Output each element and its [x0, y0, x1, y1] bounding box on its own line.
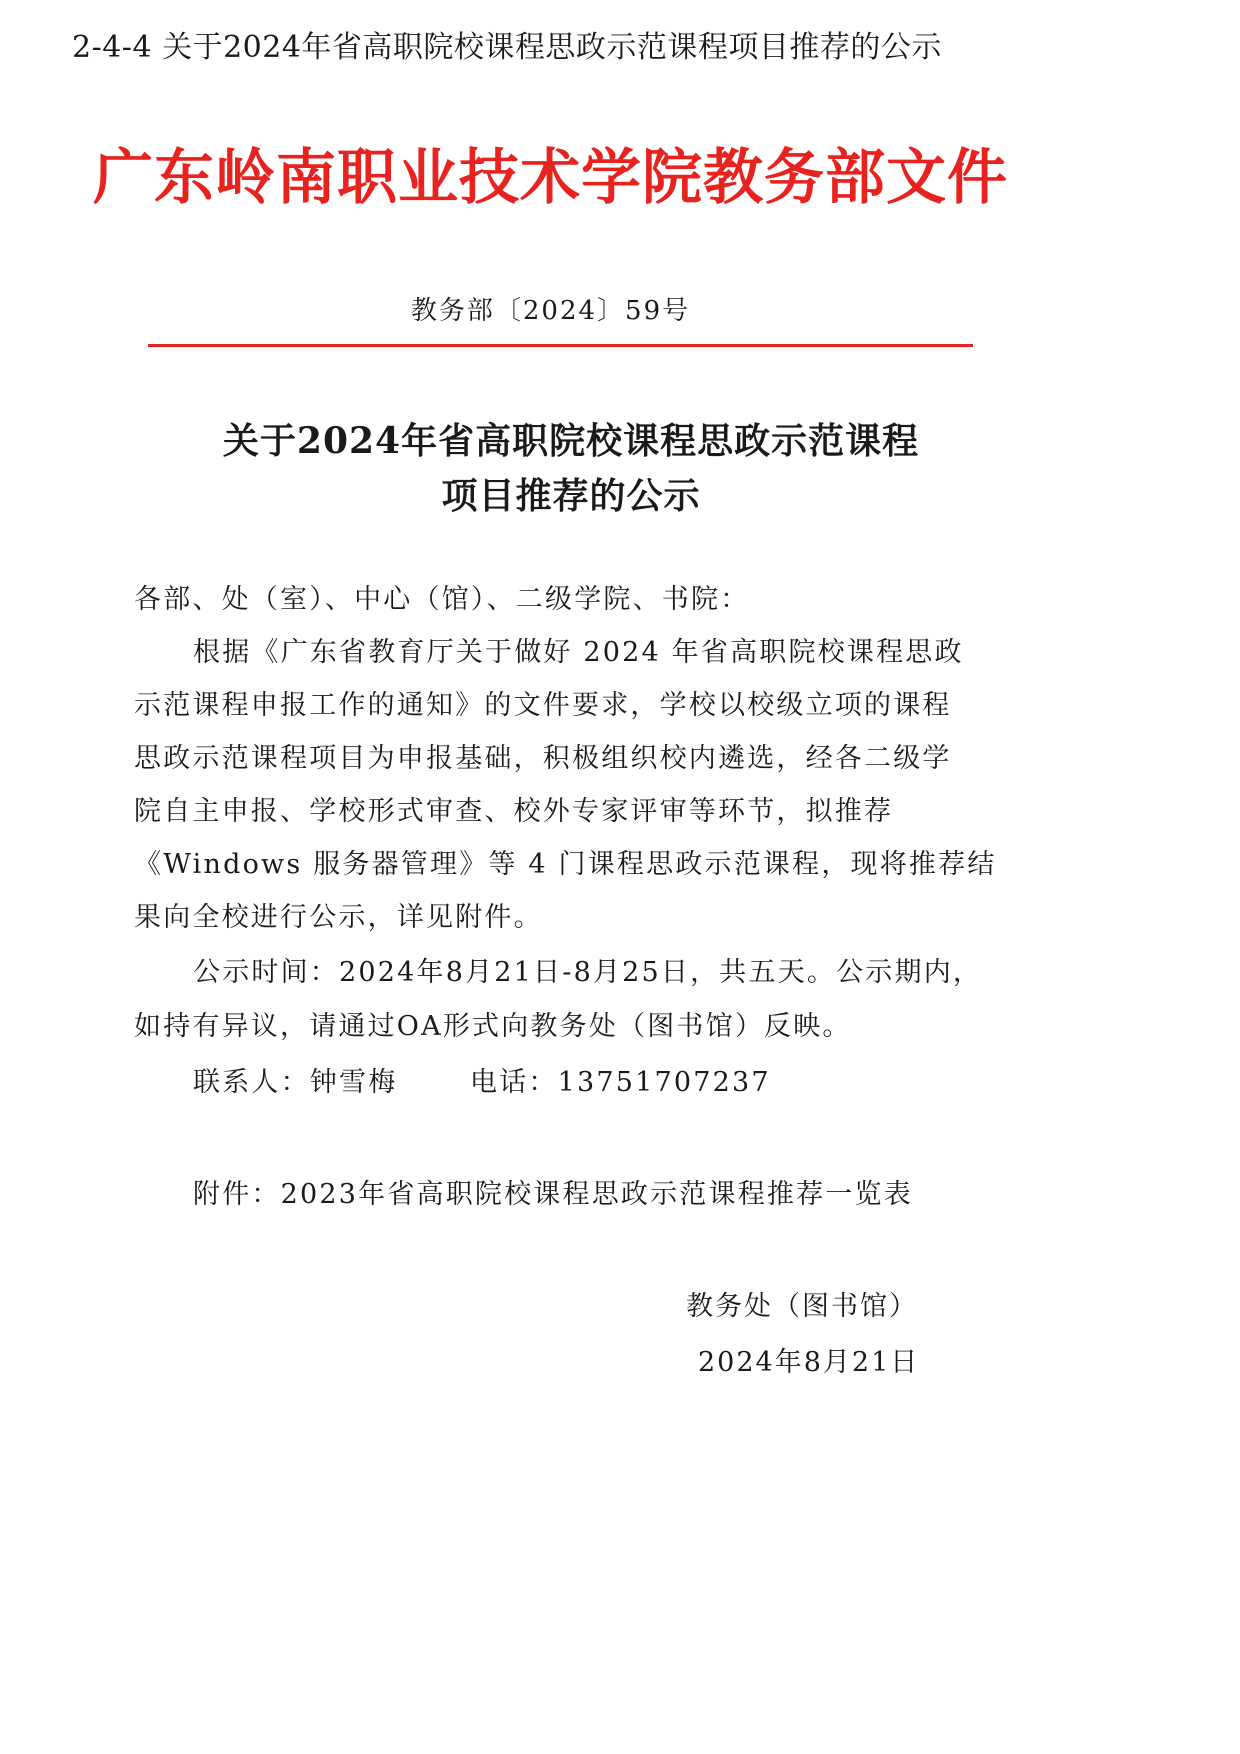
contact-phone: 电话：13751707237	[470, 1067, 771, 1098]
attachment-note: 附件：2023年省高职院校课程思政示范课程推荐一览表	[193, 1179, 913, 1210]
document-title-line-2: 项目推荐的公示	[441, 475, 701, 517]
contact-person: 联系人：钟雪梅	[193, 1067, 398, 1098]
paragraph-1-line: 果向全校进行公示，详见附件。	[134, 902, 543, 933]
document-title-line-1: 关于2024年省高职院校课程思政示范课程	[222, 420, 920, 462]
red-divider	[148, 344, 973, 347]
document-number: 教务部〔2024〕59号	[410, 296, 691, 326]
document-label: 2-4-4 关于2024年省高职院校课程思政示范课程项目推荐的公示	[72, 30, 942, 65]
paragraph-1-line: 《Windows 服务器管理》等 4 门课程思政示范课程，现将推荐结	[134, 849, 997, 880]
paragraph-1-line: 示范课程申报工作的通知》的文件要求，学校以校级立项的课程	[134, 690, 952, 721]
paragraph-1-line: 根据《广东省教育厅关于做好 2024 年省高职院校课程思政	[193, 637, 964, 668]
org-header: 广东岭南职业技术学院教务部文件	[93, 143, 1008, 213]
paragraph-1-line: 思政示范课程项目为申报基础，积极组织校内遴选，经各二级学	[134, 743, 952, 774]
signature-date: 2024年8月21日	[698, 1347, 920, 1378]
signature-office: 教务处（图书馆）	[686, 1291, 918, 1322]
paragraph-1-line: 院自主申报、学校形式审查、校外专家评审等环节，拟推荐	[134, 796, 894, 827]
paragraph-2-line: 如持有异议，请通过OA形式向教务处（图书馆）反映。	[134, 1011, 852, 1042]
salutation: 各部、处（室）、中心（馆）、二级学院、书院：	[134, 584, 750, 615]
paragraph-2-line: 公示时间：2024年8月21日-8月25日，共五天。公示期内，	[193, 957, 983, 988]
